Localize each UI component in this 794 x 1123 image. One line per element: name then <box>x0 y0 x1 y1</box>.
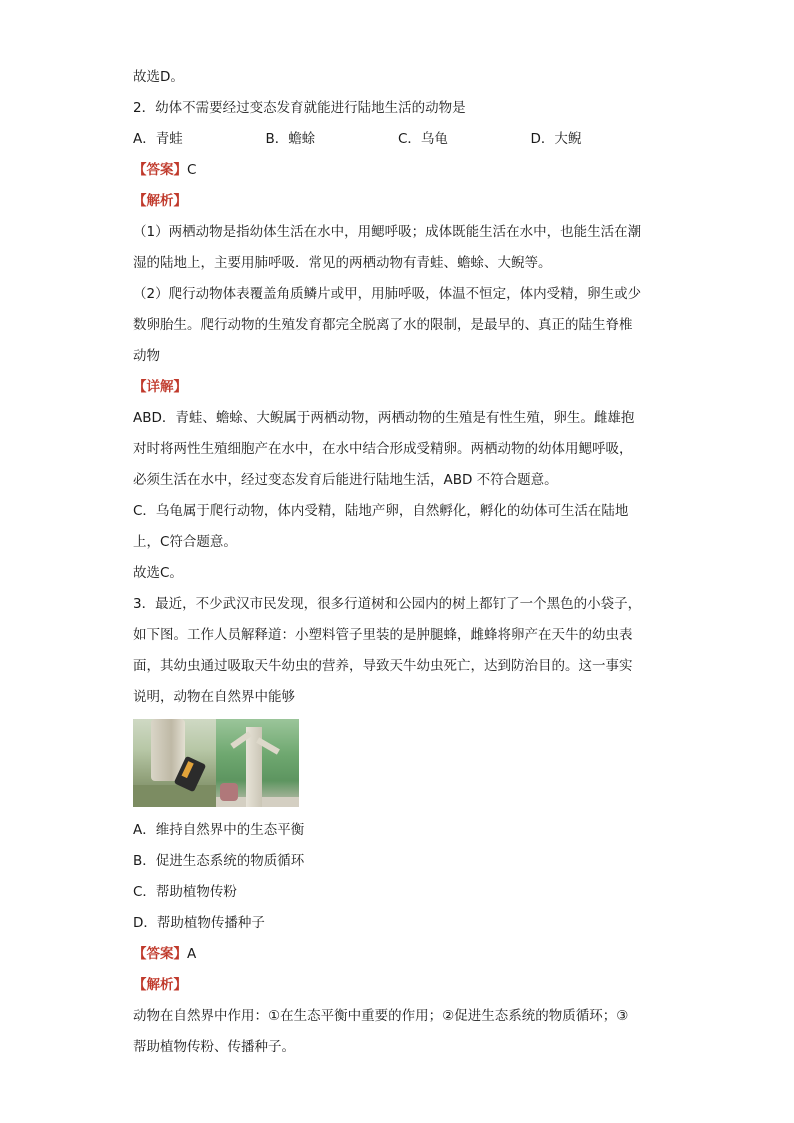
text-line: 故选D。 <box>133 69 184 85</box>
text-line: 上，C符合题意。 <box>133 534 237 550</box>
text-line: 面，其幼虫通过吸取天牛幼虫的营养，导致天牛幼虫死亡，达到防治目的。这一事实 <box>133 658 633 674</box>
text-line: C．乌龟属于爬行动物，体内受精，陆地产卵，自然孵化，孵化的幼体可生活在陆地 <box>133 503 629 519</box>
analysis-tag: 【解析】 <box>133 193 187 209</box>
question-3-stem: 3．最近，不少武汉市民发现，很多行道树和公园内的树上都钉了一个黑色的小袋子， <box>133 596 642 612</box>
option-a: A．青蛙 <box>133 131 183 147</box>
answer-line <box>133 939 663 970</box>
answer-tag: 【答案】 <box>133 162 187 178</box>
option-d: D．帮助植物传播种子 <box>133 915 265 931</box>
text-line: 说明，动物在自然界中能够 <box>133 689 295 705</box>
analysis-line <box>133 186 663 217</box>
document-page <box>133 62 663 1063</box>
detail-tag: 【详解】 <box>133 379 187 395</box>
option-c: C．乌龟 <box>398 131 448 147</box>
option-a: A．维持自然界中的生态平衡 <box>133 822 305 838</box>
answer-value: A <box>187 946 197 962</box>
option-b: B．促进生态系统的物质循环 <box>133 853 305 869</box>
answer-tag: 【答案】 <box>133 946 187 962</box>
option-b: B．蟾蜍 <box>265 131 316 147</box>
analysis-tag: 【解析】 <box>133 977 187 993</box>
answer-value: C <box>187 162 197 178</box>
text-line: （1）两栖动物是指幼体生活在水中，用鳃呼吸；成体既能生活在水中，也能生活在潮 <box>133 224 642 240</box>
option-c: C．帮助植物传粉 <box>133 884 237 900</box>
text-line: 动物 <box>133 348 160 364</box>
analysis-line <box>133 970 663 1001</box>
question-2-stem: 2．幼体不需要经过变态发育就能进行陆地生活的动物是 <box>133 100 466 116</box>
text-line: 湿的陆地上，主要用肺呼吸．常见的两栖动物有青蛙、蟾蜍、大鲵等。 <box>133 255 552 271</box>
text-line: 帮助植物传粉、传播种子。 <box>133 1039 295 1055</box>
text-line: （2）爬行动物体表覆盖角质鳞片或甲，用肺呼吸，体温不恒定，体内受精，卵生或少 <box>133 286 642 302</box>
option-d: D．大鲵 <box>530 131 582 147</box>
text-line: 如下图。工作人员解释道：小塑料管子里装的是肿腿蜂，雌蜂将卵产在天牛的幼虫表 <box>133 627 633 643</box>
text-line: ABD．青蛙、蟾蜍、大鲵属于两栖动物，两栖动物的生殖是有性生殖，卵生。雌雄抱 <box>133 410 635 426</box>
question-2-options <box>133 124 663 155</box>
answer-line <box>133 155 663 186</box>
text-line: 故选C。 <box>133 565 183 581</box>
question-3-figure <box>133 719 663 807</box>
text-line: 必须生活在水中，经过变态发育后能进行陆地生活，ABD 不符合题意。 <box>133 472 558 488</box>
text-line: 数卵胎生。爬行动物的生殖发育都完全脱离了水的限制，是最早的、真正的陆生脊椎 <box>133 317 633 333</box>
tree-bag-photo <box>133 719 216 807</box>
detail-line <box>133 372 663 403</box>
text-line: 对时将两性生殖细胞产在水中，在水中结合形成受精卵。两栖动物的幼体用鳃呼吸， <box>133 441 633 457</box>
street-tree-photo <box>216 719 299 807</box>
text-line: 动物在自然界中作用：①在生态平衡中重要的作用；②促进生态系统的物质循环；③ <box>133 1008 629 1024</box>
